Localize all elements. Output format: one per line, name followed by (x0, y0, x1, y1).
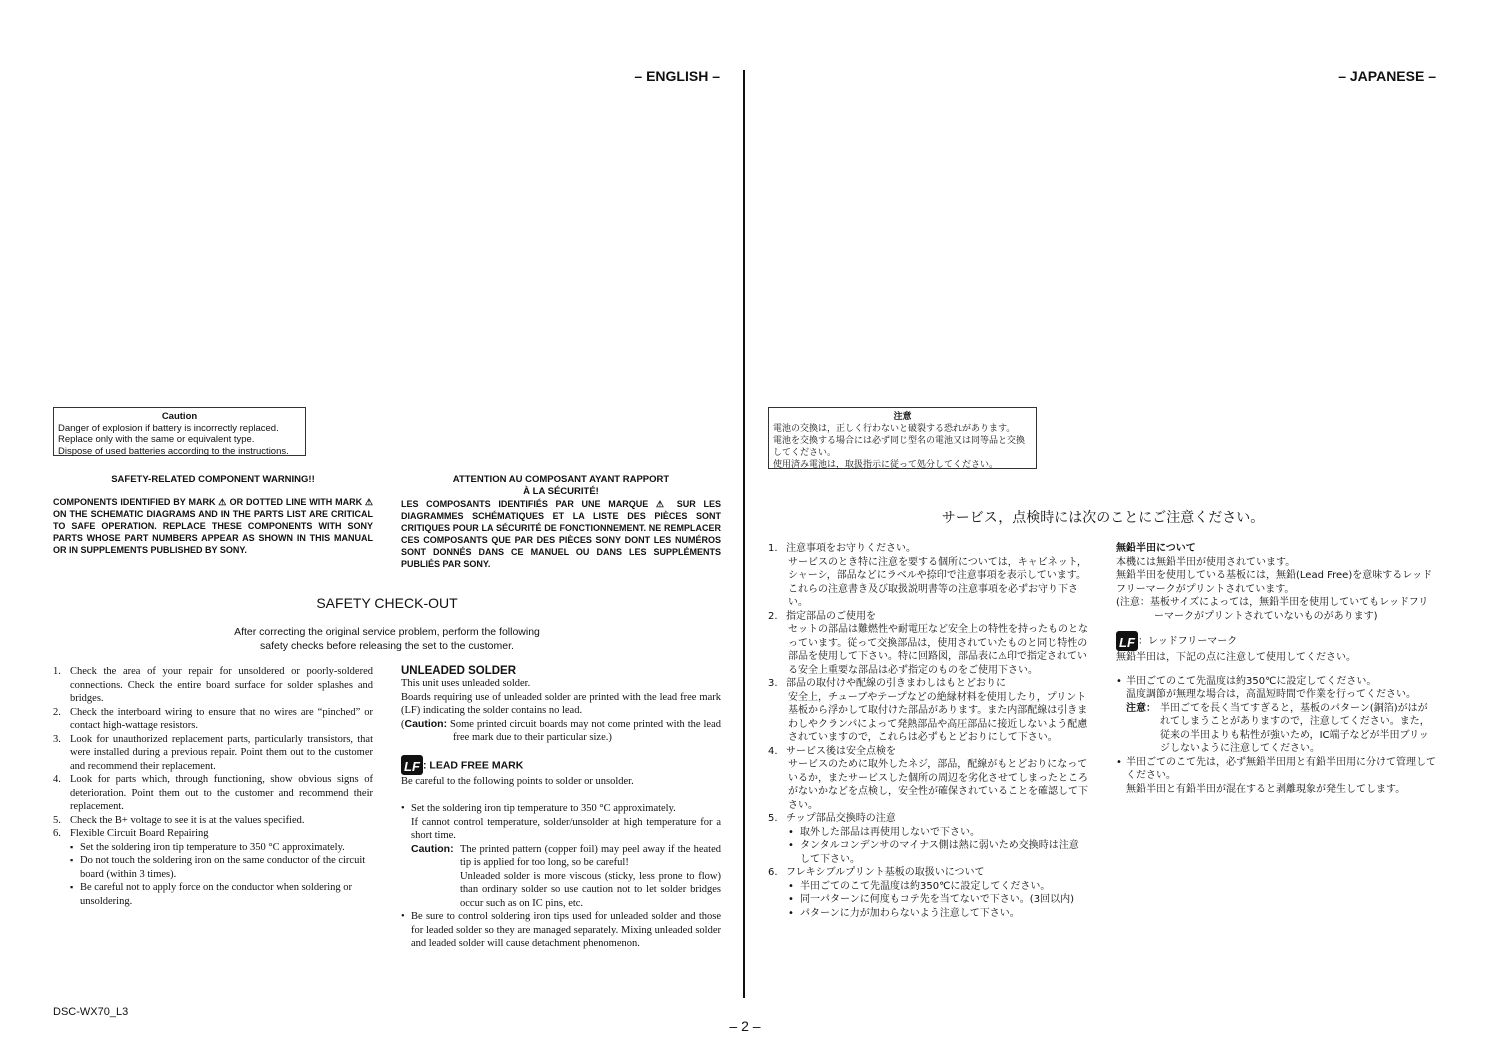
lf-title: : LEAD FREE MARK (423, 759, 524, 772)
jp-lead-bullet (1116, 756, 1436, 797)
step-text: Check the B+ voltage to see it is at the values specified. (70, 814, 305, 826)
step-text: Flexible Circuit Board Repairing (70, 828, 209, 839)
step-number: 3. (768, 678, 778, 689)
column-divider (743, 70, 745, 998)
sub-list-item: • 取外した部品は再使用しないで下さい。 (768, 826, 1088, 840)
lf-desc: Be careful to the following points to solder or unsolder. (401, 775, 634, 787)
caution-box (53, 407, 306, 456)
jp-bullet-text: 温度調節が無理な場合は，高温短時間で作業を行ってください。 (1126, 689, 1416, 700)
unleaded-bullet: • Be sure to control soldering iron tips used for unleaded solder and those for leaded solder so they are managed separately. Mixing unleaded solder and leaded solder will cause detachment phenomenon. (401, 910, 721, 951)
jp-caution-line: 使用済み電池は，取扱指示に従って処分してください。 (773, 460, 999, 470)
jp-lead-line: 本機には無鉛半田が使用されています。 (1116, 556, 1296, 568)
sub-list-item: • パターンに力が加わらないよう注意して下さい。 (768, 907, 1088, 921)
intro-line: safety checks before releasing the set to the customer. (260, 640, 514, 652)
safety-steps (53, 665, 373, 908)
step-number: 1. (768, 543, 778, 554)
jp-lead-line: 無鉛半田は，下記の点に注意して使用してください。 (1116, 652, 1356, 663)
sub-list-item: ▪ Be careful not to apply force on the conductor when soldering or unsoldering. (53, 881, 373, 908)
page-number: – 2 – (729, 1018, 761, 1034)
jp-lead-caution (1116, 702, 1436, 756)
unleaded-section (401, 665, 721, 951)
caution-line: Dispose of used batteries according to the instructions. (58, 445, 289, 457)
step-text: Look for parts which, through functioning, show obvious signs of deterioration. Point them out to the customer and recommend their replacement. (70, 774, 373, 812)
step-body: サービスのために取外したネジ，部品，配線がもとどおりになっているか，またサービスした個所の周辺を劣化させてしまったところがないかなどを点検し，安全性が確保されていることを確認して下さい。 (788, 759, 1088, 811)
list-item (768, 542, 1088, 610)
jp-lead-title: 無鉛半田について (1116, 543, 1196, 554)
unleaded-bullet: • Set the soldering iron tip temperature to 350 °C approximately. (401, 802, 721, 816)
model-number: DSC-WX70_L3 (53, 1006, 129, 1018)
list-item (53, 706, 373, 733)
jp-lead-line: 無鉛半田を使用している基板には，無鉛(Lead Free)を意味するレッドフリーマークがプリントされています。 (1116, 570, 1433, 595)
jp-caution-line: 電池の交換は，正しく行わないと破裂する恐れがあります。 (773, 424, 1016, 434)
step-number: 2. (768, 610, 778, 622)
caution-line: Replace only with the same or equivalent type. (58, 434, 255, 445)
step-number: 4. (768, 745, 778, 757)
unleaded-bullet-cont: If cannot control temperature, solder/unsolder at high temperature for a short time. (411, 816, 721, 841)
jp-bullet-text: 半田ごてのこて先は，必ず無鉛半田用と有鉛半田用に分けて管理してください。 (1126, 756, 1436, 781)
step-title: 指定部品のご使用を (786, 610, 876, 622)
lead-free-icon: LF (401, 755, 423, 775)
step-number: 3. (53, 733, 61, 745)
step-body: セットの部品は難燃性や耐電圧など安全上の特性を持ったものとなっています。従って交換部品は，使用されていたものと同じ特性の部品を使用して下さい。特に回路図，部品表に⚠印で指定されている安全上重要な部品は必ず指定のものをご使用下さい。 (788, 624, 1088, 676)
jp-heading: サービス，点検時には次のことにご注意ください。 (941, 510, 1265, 526)
safety-checkout-title: SAFETY CHECK-OUT (316, 595, 458, 611)
step-number: 4. (53, 774, 61, 785)
step-body: サービスのとき特に注意を要する個所については，キャビネット，シャーシ，部品などにラベルや捺印で注意事項を表示しています。これらの注意書き及び取扱説明書等の注意事項を必ずお守り下さい。 (788, 556, 1087, 608)
caution-text: 半田ごてを長く当てすぎると，基板のパターン(銅箔)がはがれてしまうことがありますので，注意してください。また，従来の半田よりも粘性が強いため，IC端子などが半田ブリッジしないように注意してください。 (1160, 702, 1430, 754)
caution-title: Caution (161, 411, 198, 422)
step-title: チップ部品交換時の注意 (786, 813, 896, 824)
caution-label: Caution: (411, 842, 454, 855)
jp-lf-row (1116, 631, 1436, 651)
bullet-icon: • (1116, 675, 1122, 687)
list-item (768, 677, 1088, 745)
list-item (768, 866, 1088, 880)
jp-lead-section (1116, 542, 1436, 796)
english-header: – ENGLISH – (634, 68, 720, 84)
warning-fr-title: ATTENTION AU COMPOSANT AYANT RAPPORT À LA SÉCURITÉ! (452, 474, 670, 497)
sub-list-item: • 半田ごてのこて先温度は約350℃に設定してください。 (768, 880, 1088, 894)
jp-caution-title: 注意 (893, 412, 912, 422)
jp-caution-box (768, 407, 1037, 469)
warning-english (53, 474, 373, 556)
safety-checkout-intro (53, 625, 721, 653)
warning-fr-body: LES COMPOSANTS IDENTIFIÉS PAR UNE MARQUE ⚠ SUR LES DIAGRAMMES SCHÉMATIQUES ET LA LISTE DES PIÈCES SONT CRITIQUES POUR LA SÉCURITÉ DE FONCTIONNEMENT. NE REMPLACER CES COMPOSANTS QUE PAR DES PIÈCES SONY DONT LES NUMÉROS SONT DONNÉS DANS CE MANUEL OU DANS LES SUPPLÉMENTS PUBLIÉS PAR SONY. (401, 499, 721, 569)
list-item (53, 665, 373, 706)
sub-list-item: • 同一パターンに何度もコテ先を当てないで下さい。(3回以内) (768, 893, 1088, 907)
unleaded-caution-2 (401, 843, 721, 911)
caution-label: 注意： (1126, 702, 1156, 714)
step-text: Check the area of your repair for unsoldered or poorly-soldered connections. Check the entire board surface for solder splashes and bridges. (70, 666, 373, 704)
caution-label: Caution: (404, 717, 448, 730)
step-title: サービス後は安全点検を (786, 745, 896, 757)
jp-steps (768, 542, 1088, 920)
warning-en-title: SAFETY-RELATED COMPONENT WARNING!! (111, 474, 315, 485)
bullet-icon: • (1116, 756, 1122, 768)
list-item (53, 814, 373, 828)
intro-line: After correcting the original service problem, perform the following (234, 626, 540, 638)
list-item (53, 773, 373, 814)
list-item (768, 610, 1088, 678)
japanese-header: – JAPANESE – (1338, 68, 1436, 84)
step-text: Check the interboard wiring to ensure that no wires are “pinched” or contact high-wattage resistors. (70, 706, 373, 731)
step-body: 安全上，チューブやテープなどの絶縁材料を使用したり，プリント基板から浮かして取付けた部品があります。また内部配線は引きまわしやクランパによって発熱部品や高圧部品に接近しないよう配慮されていますので，これらは必ずもとどおりにして下さい。 (788, 691, 1088, 743)
unleaded-line: Boards requiring use of unleaded solder are printed with the lead free mark (LF) indicating the solder contains no lead. (401, 691, 721, 716)
list-item (768, 745, 1088, 813)
caution-text: Some printed circuit boards may not come printed with the lead free mark due to their particular size.) (450, 718, 721, 743)
jp-lead-note: (注意：基板サイズによっては，無鉛半田を使用していてもレッドフリーマークがプリントされていないものがあります) (1116, 597, 1429, 622)
lf-mark-row (401, 755, 721, 775)
unleaded-line: This unit uses unleaded solder. (401, 678, 531, 689)
step-title: 部品の取付けや配線の引きまわしはもとどおりに (786, 678, 1006, 689)
step-number: 6. (53, 828, 61, 839)
lead-free-icon: LF (1116, 631, 1138, 651)
warning-french (401, 474, 721, 570)
step-text: Look for unauthorized replacement parts, particularly transistors, that were installed during a previous repair. Point them out to the customer and recommend their replacement. (70, 733, 373, 772)
jp-caution-line: 電池を交換する場合には必ず同じ型名の電池又は同等品と交換してください。 (773, 436, 1026, 458)
jp-lead-bullet (1116, 675, 1436, 702)
warning-en-body: COMPONENTS IDENTIFIED BY MARK ⚠ OR DOTTED LINE WITH MARK ⚠ ON THE SCHEMATIC DIAGRAMS AND IN THE PARTS LIST ARE CRITICAL TO SAFE OPERATION. REPLACE THESE COMPONENTS WITH SONY PARTS WHOSE PART NUMBERS APPEAR AS SHOWN IN THIS MANUAL OR IN SUPPLEMENTS PUBLISHED BY SONY. (53, 497, 373, 555)
list-item (768, 812, 1088, 826)
step-number: 5. (53, 814, 61, 826)
step-title: フレキシブルプリント基板の取扱いについて (786, 867, 985, 878)
jp-lf-label: ：レッドフリーマーク (1138, 636, 1238, 647)
caution-line: Danger of explosion if battery is incorrectly replaced. (58, 422, 279, 434)
jp-bullet-text: 半田ごてのこて先温度は約350℃に設定してください。 (1126, 675, 1377, 687)
step-number: 2. (53, 706, 61, 718)
caution-text: The printed pattern (copper foil) may peel away if the heated tip is applied for too long, so be careful! (460, 843, 721, 868)
step-number: 6. (768, 867, 778, 878)
step-title: 注意事項をお守りください。 (786, 543, 916, 554)
sub-list-item: ▪ Set the soldering iron tip temperature to 350 °C approximately. (53, 841, 373, 855)
step-number: 1. (53, 666, 61, 677)
step-number: 5. (768, 813, 778, 824)
list-item (53, 827, 373, 841)
sub-list-item: • タンタルコンデンサのマイナス側は熱に弱いため交換時は注意して下さい。 (768, 839, 1088, 866)
caution-text: Unleaded solder is more viscous (sticky, less prone to flow) than ordinary solder so use caution not to let solder bridges occur such as on IC pins, etc. (460, 870, 721, 909)
sub-list-item: ▪ Do not touch the soldering iron on the same conductor of the circuit board (within 3 times). (53, 854, 373, 881)
list-item (53, 733, 373, 774)
unleaded-title: UNLEADED SOLDER (401, 665, 517, 677)
jp-bullet-text: 無鉛半田と有鉛半田が混在すると剥離現象が発生してします。 (1126, 783, 1406, 795)
unleaded-caution: (Caution: Some printed circuit boards may not come printed with the lead free mark due to their particular size.) (401, 717, 721, 743)
